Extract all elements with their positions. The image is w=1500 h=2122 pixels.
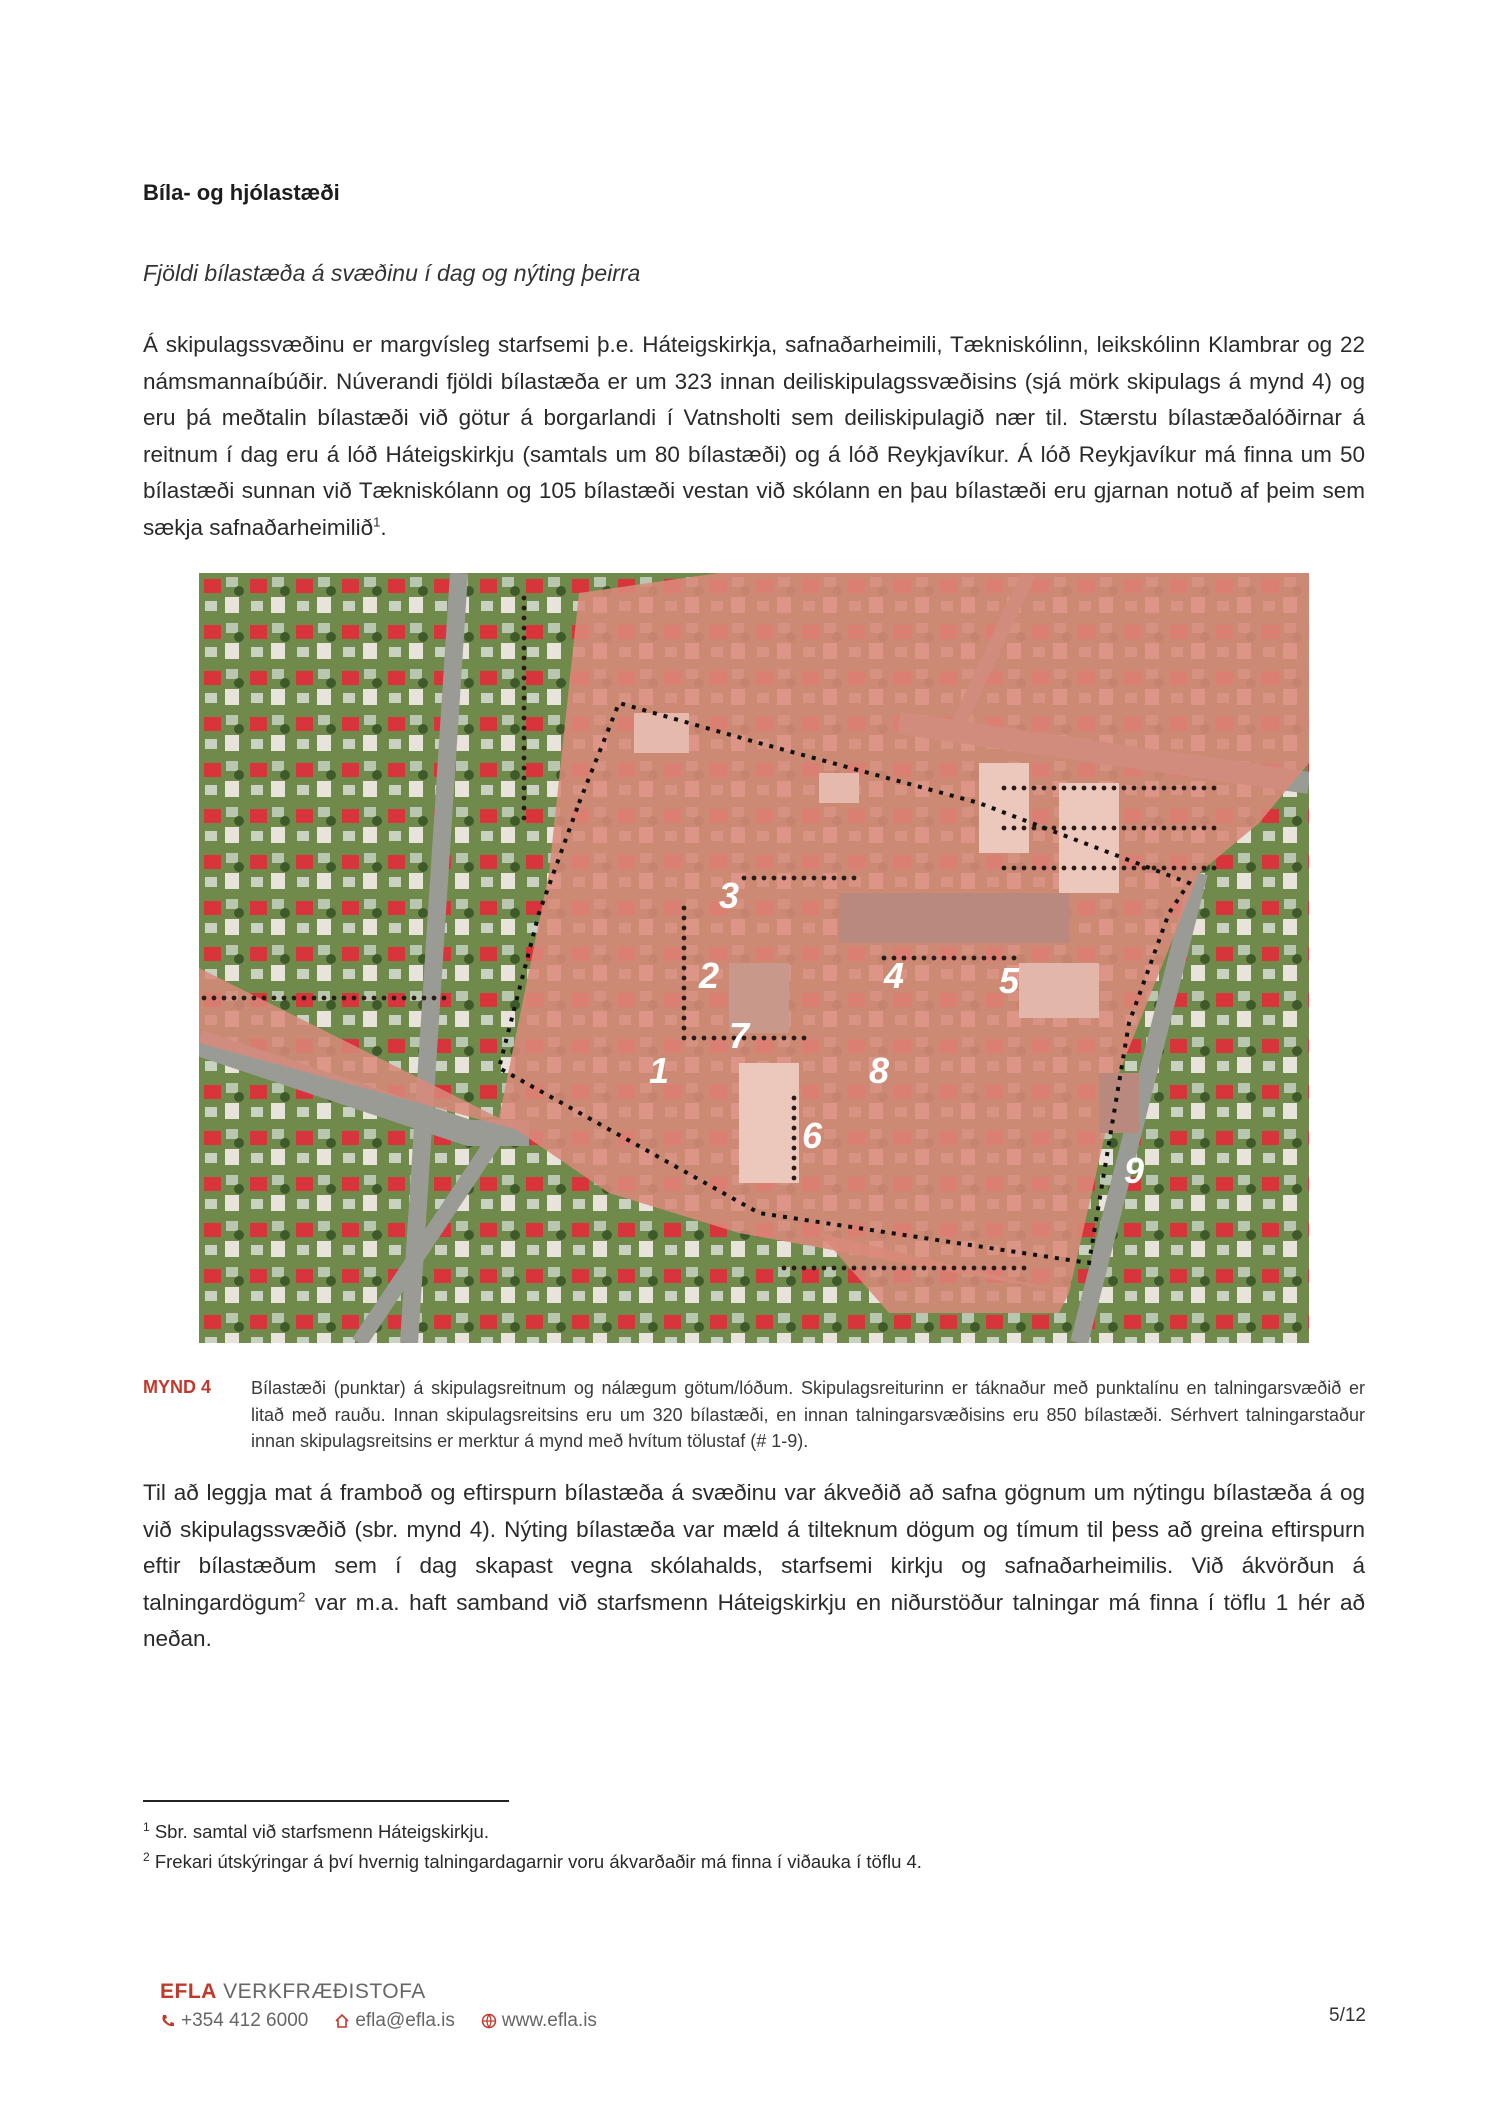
paragraph-method-text-a: Til að leggja mat á framboð og eftirspurn bílastæða á svæðinu var ákveðið að safna gögnum um nýtingu bílastæða á og við skipulagssvæðið (sbr. mynd 4). Nýting bílastæða var mæld á tilteknum dögum og tímum til þess að greina eftirspurn eftir bílastæðum sem í dag skapast vegna skólahalds, starfsemi kirkju og safnaðarheimilis. Við ákvörðun á talningardögum [143,1480,1365,1615]
phone-number: +354 412 6000 [181,2010,309,2031]
section-heading: Bíla- og hjólastæði [143,180,340,205]
count-label-5: 5 [999,960,1020,1001]
parking-dots [999,823,1219,833]
count-label-7: 7 [729,1015,750,1056]
footnote-1 [143,1821,489,1843]
building [1099,1073,1139,1133]
home-icon [334,2013,350,2029]
building [634,713,689,753]
brand-suffix: VERKFRÆÐISTOFA [216,1980,426,2003]
page-number: 5/12 [1329,2005,1366,2026]
footnote-divider [143,1800,509,1802]
parking-dots [679,903,689,1043]
brand-name: EFLA [160,1980,217,2003]
count-label-1: 1 [649,1050,670,1091]
footnote-2-text: Frekari útskýringar á því hvernig talningardagarnir voru ákvarðaðir má finna í viðauka í töflu 4. [149,1851,922,1872]
parking-dots [999,863,1219,873]
building [979,763,1029,853]
footer-contacts [160,2010,597,2032]
paragraph-intro-end: . [380,514,387,540]
parking-dots [739,873,859,883]
church-building [839,893,1069,943]
footnote-2-number: 2 [143,1849,150,1864]
paragraph-intro [143,327,1365,546]
parking-dots [199,993,449,1003]
count-label-8: 8 [869,1050,890,1091]
count-label-2: 2 [699,955,720,996]
phone-contact[interactable] [160,2010,308,2032]
globe-icon [481,2013,497,2029]
paragraph-method-text-b: var m.a. haft samband við starfsmenn Háteigskirkju en niðurstöður talningar má finna í töflu 1 hér að neðan. [143,1589,1365,1651]
count-label-4: 4 [884,955,905,996]
parking-dots [999,783,1219,793]
company-logo [160,1980,426,2004]
paragraph-intro-text: Á skipulagssvæðinu er margvísleg starfsemi þ.e. Háteigskirkja, safnaðarheimili, Tækniskólinn, leikskólinn Klambrar og 22 námsmannaíbúðir. Núverandi fjöldi bílastæða er um 323 innan deiliskipulagssvæðisins (sjá mörk skipulags á mynd 4) og eru þá meðtalin bílastæði við götur á borgarlandi í Vatnsholti sem deiliskipulagið nær til. Stærstu bílastæðalóðirnar á reitnum í dag eru á lóð Háteigskirkju (samtals um 80 bílastæði) og á lóð Reykjavíkur. Á lóð Reykjavíkur má finna um 50 bílastæði sunnan við Tækniskólann og 105 bílastæði vestan við skólann en þau bílastæði eru gjarnan notuð af þeim sem sækja safnaðarheimilið [143,332,1365,540]
parking-dots [519,593,529,823]
aerial-map-figure [199,573,1309,1343]
building [819,773,859,803]
website-url: www.efla.is [501,2010,597,2031]
footnote-ref-2[interactable]: 2 [298,1589,306,1604]
footnote-ref-1[interactable]: 1 [373,514,381,529]
email-address: efla@efla.is [355,2010,455,2031]
figure-caption-text: Bílastæði (punktar) á skipulagsreitnum og nálægum götum/lóðum. Skipulagsreiturinn er táknaður með punktalínu en talningarsvæðið er litað með rauðu. Innan skipulagsreitsins eru um 320 bílastæði, en innan talningarsvæðisins eru 850 bílastæði. Sérhvert talningarstaður innan skipulagsreitsins er merktur á mynd með hvítum tölustaf (# 1-9). [251,1378,1365,1451]
footnote-2 [143,1851,922,1873]
building [1059,783,1119,893]
count-label-3: 3 [719,875,740,916]
count-label-6: 6 [802,1115,823,1156]
figure-caption-label: MYND 4 [143,1377,212,1397]
paragraph-method [143,1475,1365,1658]
email-contact[interactable] [334,2010,455,2032]
parking-dots [789,1093,799,1183]
footnote-1-number: 1 [143,1819,150,1834]
section-subheading: Fjöldi bílastæða á svæðinu í dag og nýting þeirra [143,260,641,286]
web-contact[interactable] [481,2010,597,2032]
building [1019,963,1099,1018]
count-label-9: 9 [1124,1150,1145,1191]
footnote-1-text: Sbr. samtal við starfsmenn Háteigskirkju. [149,1821,489,1842]
parking-dots [779,1263,1029,1273]
phone-icon [160,2013,176,2029]
